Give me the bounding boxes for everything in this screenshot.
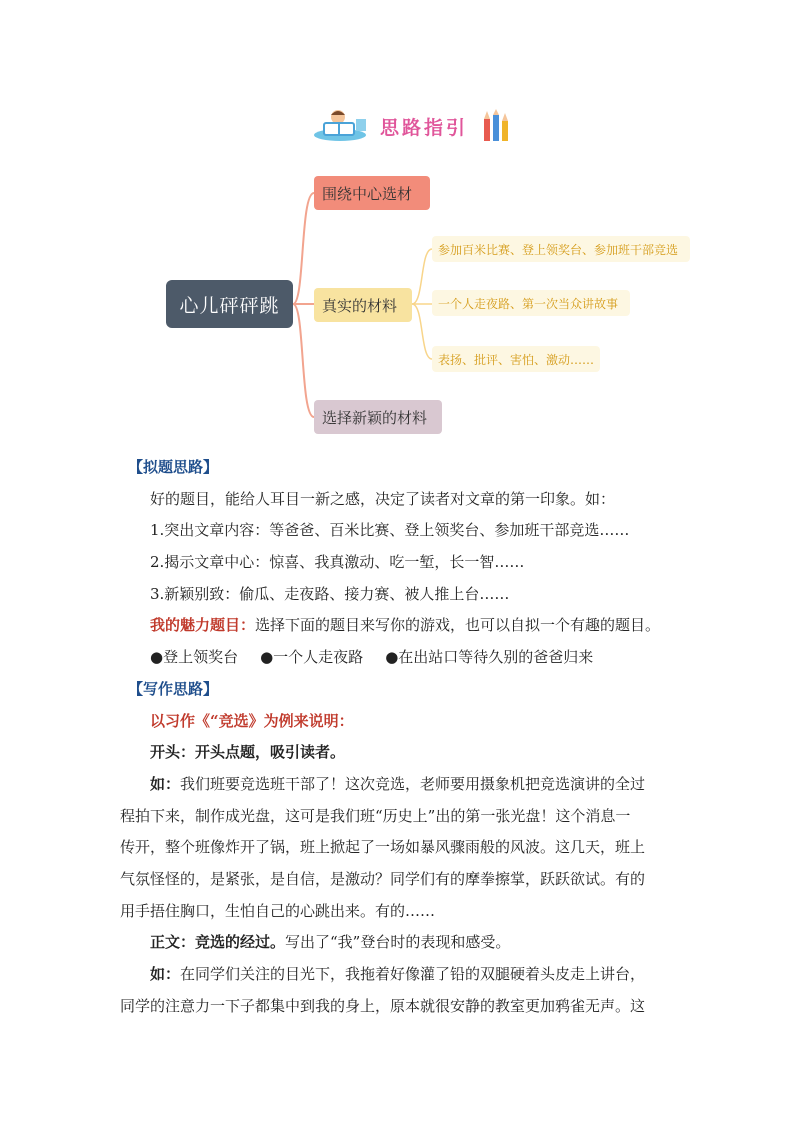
- body-heading-label: 正文：竞选的经过。: [150, 933, 286, 952]
- article-content: [120, 452, 680, 1022]
- paragraph: [120, 769, 680, 801]
- paragraph: 好的题目，能给人耳目一新之感，决定了读者对文章的第一印象。如：: [150, 489, 616, 508]
- header-title: 思路指引: [380, 117, 469, 139]
- title-option: ●一个人走夜路: [260, 648, 364, 667]
- pencils-icon: [482, 109, 512, 143]
- list-item: 3.新颖别致：偷瓜、走夜路、接力赛、被人推上台……: [150, 584, 510, 603]
- mind-map-leaf: 参加百米比赛、登上领奖台、参加班干部竞选: [432, 236, 690, 262]
- mind-map-branch-real-material: 真实的材料: [314, 288, 412, 322]
- example-label: 如：: [150, 774, 181, 793]
- mind-map-root: 心儿砰砰跳: [166, 280, 293, 328]
- paragraph: [120, 959, 680, 991]
- section-title-writing: 【写作思路】: [128, 679, 219, 698]
- mind-map-leaf: 一个人走夜路、第一次当众讲故事: [432, 290, 630, 316]
- mind-map-leaf: 表扬、批评、害怕、激动……: [432, 346, 600, 372]
- title-options: [120, 642, 680, 674]
- list-item: 1.突出文章内容：等爸爸、百米比赛、登上领奖台、参加班干部竞选……: [150, 521, 630, 540]
- body-heading-text: 写出了“我”登台时的表现和感受。: [285, 933, 511, 952]
- opening-heading: 开头：开头点题，吸引读者。: [150, 743, 346, 762]
- paragraph-text: 在同学们关注的目光下，我拖着好像灌了铅的双腿硬着头皮走上讲台，: [180, 965, 646, 983]
- mind-map-branch-novel-material: 选择新颖的材料: [314, 400, 442, 434]
- charm-title-text: 选择下面的题目来写你的游戏，也可以自拟一个有趣的题目。: [255, 616, 661, 635]
- paragraph-line: 用手捂住胸口，生怕自己的心跳出来。有的……: [120, 901, 436, 920]
- body-heading: [120, 927, 680, 959]
- title-option: ●登上领奖台: [150, 648, 239, 667]
- mind-map-branch-center-material: 围绕中心选材: [314, 176, 430, 210]
- paragraph-line: 气氛怪怪的，是紧张，是自信，是激动？同学们有的摩拳擦掌，跃跃欲试。有的: [120, 869, 646, 888]
- paragraph-line: 程拍下来，制作成光盘，这可是我们班“历史上”出的第一张光盘！这个消息一: [120, 806, 631, 825]
- charm-title-paragraph: [120, 610, 680, 642]
- reading-child-icon: [310, 105, 374, 145]
- title-option: ●在出站口等待久别的爸爸归来: [385, 648, 594, 667]
- mind-map: [0, 160, 794, 450]
- section-header: [310, 105, 520, 145]
- charm-title-label: 我的魅力题目：: [150, 616, 256, 635]
- list-item: 2.揭示文章中心：惊喜、我真激动、吃一堑，长一智……: [150, 553, 525, 572]
- paragraph-line: 传开，整个班像炸开了锅，班上掀起了一场如暴风骤雨般的风波。这几天，班上: [120, 838, 646, 857]
- example-intro: 以习作《“竞选》为例来说明：: [150, 711, 354, 730]
- paragraph-line: 同学的注意力一下子都集中到我的身上，原本就很安静的教室更加鸦雀无声。这: [120, 996, 646, 1015]
- section-title-titling: 【拟题思路】: [128, 458, 219, 476]
- example-label: 如：: [150, 965, 181, 983]
- paragraph-text: 我们班要竞选班干部了！这次竞选，老师要用摄象机把竞选演讲的全过: [180, 774, 646, 793]
